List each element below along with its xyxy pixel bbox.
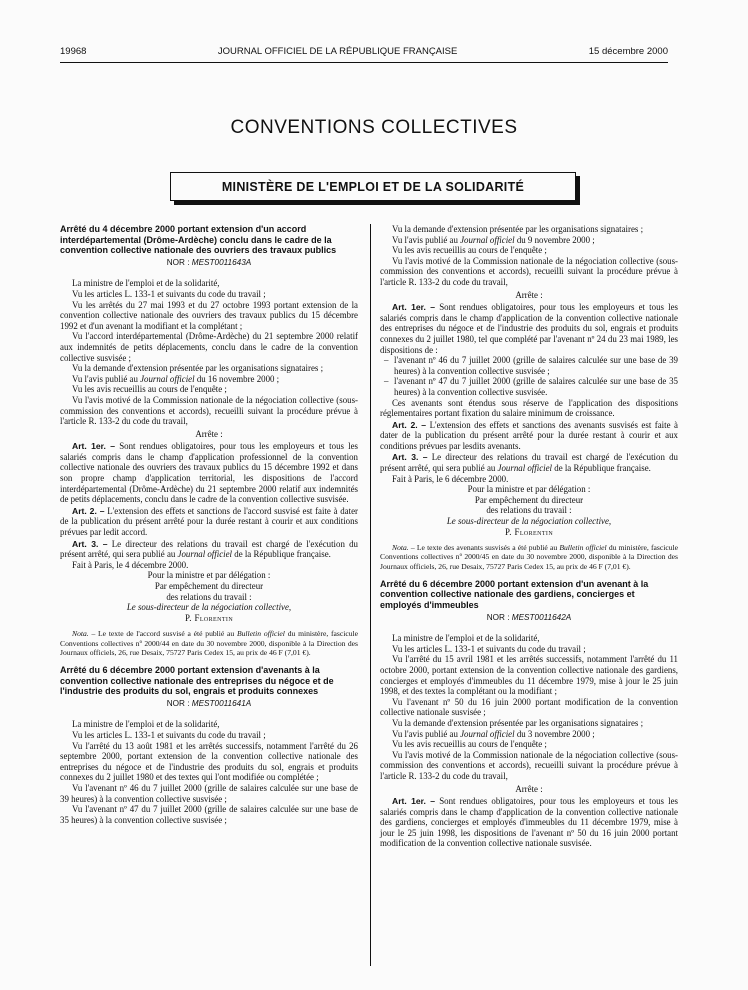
decree-title: Arrêté du 4 décembre 2000 portant extension d'un accord interdépartemental (Drôme-Ardèche) conclu dans le cadre de la convention collective nationale des ouvriers des travaux publics (60, 224, 337, 256)
paragraph: Vu l'avis publié au Journal officiel du 16 novembre 2000 ; (72, 373, 280, 384)
article-1: Art. 1er. – Sont rendues obligatoires, pour tous les employeurs et tous les salariés compris dans le champ d'application de la convention collective nationale des gardiens, concierges et employés d'immeubles du 11 décembre 1979, mise à jour le 25 juin 1998, les dispositions de l'avenant nº 50 du 16 juin 2000 portant modification de la convention collective nationale susvisée. (380, 796, 678, 849)
paragraph: Vu les articles L. 133-1 et suivants du code du travail ; (392, 643, 586, 654)
list-item: – l'avenant nº 47 du 7 juillet 2000 (grille de salaires calculée sur une base de 35 heures) à la convention collective susvisée. (380, 376, 678, 397)
arrete-heading: Arrête : (195, 428, 223, 439)
article-1: Art. 1er. – Sont rendues obligatoires, pour tous les employeurs et tous les salariés compris dans le champ d'application de la convention collective nationale des entreprises du négoce et de l'industrie des produits du sol, engrais et produits connexes du 2 juillet 1980, tel que complété par l'avenant nº 24 du 23 mai 1989, les dispositions de : (380, 302, 678, 355)
left-column (60, 224, 358, 825)
paragraph: La ministre de l'emploi et de la solidarité, (392, 633, 540, 644)
article-1: Art. 1er. – Sont rendues obligatoires, pour tous les employeurs et tous les salariés compris dans le champ d'application professionnel de la convention collective nationale des ouvriers des travaux publics du 15 décembre 1992 et dans son propre champ d'application territorial, les dispositions de l'accord interdépartemental (Drôme-Ardèche) du 21 septembre 2000 relatif aux indemnités de petits déplacements, conclu dans le cadre de la convention collective susvisée. (60, 441, 358, 505)
paragraph: Vu l'avis publié au Journal officiel du 3 novembre 2000 ; (392, 728, 595, 739)
paragraph: Vu les arrêtés du 27 mai 1993 et du 27 octobre 1993 portant extension de la convention collective nationale des ouvriers des travaux publics du 15 décembre 1992 et d'un avenant la modifiant et la complétant ; (60, 299, 358, 331)
paragraph: Vu l'avenant nº 50 du 16 juin 2000 portant modification de la convention collective nationale susvisée ; (380, 696, 678, 718)
article-3: Art. 3. – Le directeur des relations du travail est chargé de l'exécution du présent arrêté, qui sera publié au Journal officiel de la République française. (380, 452, 678, 474)
nota-note: Nota. – Le texte des avenants susvisés a été publié au Bulletin officiel du ministère, fascicule Conventions collectives nº 2000/45 en date du 30 novembre 2000, disponible à la Direction des Journaux officiels, 26, rue Desaix, 75727 Paris Cedex 15, au prix de 46 F (7,01 €). (380, 543, 678, 571)
paragraph: Vu les avis recueillis au cours de l'enquête ; (392, 245, 547, 256)
paragraph: Vu les articles L. 133-1 et suivants du code du travail ; (72, 729, 266, 740)
page-number: 19968 (60, 45, 87, 57)
paragraph: Vu l'avis publié au Journal officiel du 9 novembre 2000 ; (392, 234, 595, 245)
paragraph: Vu les avis recueillis au cours de l'enquête ; (392, 739, 547, 750)
list-item: – l'avenant nº 46 du 7 juillet 2000 (grille de salaires calculée sur une base de 39 heures) à la convention collective susvisée ; (380, 355, 678, 376)
decree-title: Arrêté du 6 décembre 2000 portant extension d'avenants à la convention collective nationale des entreprises du négoce et de l'industrie des produits du sol, engrais et produits connexes (60, 664, 334, 697)
article-2: Art. 2. – L'extension des effets et sanctions de l'accord susvisé est faite à dater de la publication du présent arrêté pour la durée restant à courir et aux conditions prévues par ledit accord. (60, 505, 358, 538)
signature-date: Fait à Paris, le 4 décembre 2000. (72, 559, 189, 570)
page-header (60, 44, 668, 63)
ministry-banner (170, 172, 576, 201)
paragraph: Vu la demande d'extension présentée par les organisations signataires ; (392, 717, 644, 728)
arrete-heading: Arrête : (515, 783, 543, 794)
right-column (380, 224, 678, 849)
arrete-heading: Arrête : (515, 289, 543, 300)
nota-note: Nota. – Le texte de l'accord susvisé a été publié au Bulletin officiel du ministère, fascicule Conventions collectives nº 2000/44 en date du 30 novembre 2000, disponible à la Direction des Journaux officiels, 26, rue Desaix, 75727 Paris Cedex 15, au prix de 46 F (7,01 €). (60, 629, 358, 657)
paragraph: Vu les avis recueillis au cours de l'enquête ; (72, 384, 227, 395)
paragraph: Vu l'avenant nº 47 du 7 juillet 2000 (grille de salaires calculée sur une base de 35 heures) à la convention collective susvisée ; (60, 804, 358, 825)
signature-block: Pour la ministre et par délégation : Par empêchement du directeur des relations du travail : Le sous-directeur de la négociation collective, P. Florentin (60, 570, 358, 623)
signatory-name: P. Florentin (184, 612, 234, 623)
paragraph: Vu l'avis motivé de la Commission nationale de la négociation collective (sous-commission des conventions et accords), recueilli suivant la procédure prévue à l'article R. 133-2 du code du travail, (380, 255, 678, 287)
article-3: Art. 3. – Le directeur des relations du travail est chargé de l'exécution du présent arrêté, qui sera publié au Journal officiel de la République française. (60, 538, 358, 560)
paragraph: Vu l'avis motivé de la Commission nationale de la négociation collective (sous-commission des conventions et accords), recueilli suivant la procédure prévue à l'article R. 133-2 du code du travail, (60, 394, 358, 427)
section-title: CONVENTIONS COLLECTIVES (230, 117, 518, 138)
paragraph: Ces avenants sont étendus sous réserve de l'application des dispositions réglementaires portant fixation du salaire minimum de croissance. (380, 397, 678, 419)
signature-block: Pour la ministre et par délégation : Par empêchement du directeur des relations du travail : Le sous-directeur de la négociation collective, P. Florentin (380, 484, 678, 537)
nor-reference: NOR : MEST0011641A (166, 698, 252, 708)
paragraph: Vu la demande d'extension présentée par les organisations signataires ; (392, 224, 644, 234)
article-2: Art. 2. – L'extension des effets et sanctions des avenants susvisés est faite à dater de la publication du présent arrêté pour la durée restant à courir et aux conditions prévues par lesdits avenants. (380, 419, 678, 451)
paragraph: Vu l'avis motivé de la Commission nationale de la négociation collective (sous-commission des conventions et accords), recueilli suivant la procédure prévue à l'article R. 133-2 du code du travail, (380, 749, 678, 781)
issue-date: 15 décembre 2000 (588, 45, 668, 57)
paragraph: Vu l'accord interdépartemental (Drôme-Ardèche) du 21 septembre 2000 relatif aux indemnités de petits déplacements, conclu dans le cadre de la convention collective susvisée ; (60, 331, 358, 363)
paragraph: Vu l'avenant nº 46 du 7 juillet 2000 (grille de salaires calculée sur une base de 39 heures) à la convention collective susvisée ; (60, 782, 358, 804)
paragraph: Vu l'arrêté du 13 août 1981 et les arrêtés successifs, notamment l'arrêté du 26 septembre 2000, portant extension de la convention collective nationale des entreprises du négoce et de l'industrie des produits du sol, engrais et produits connexes du 2 juillet 1980 et des textes qui l'ont modifiée ou complétée ; (60, 740, 358, 783)
ministry-name: MINISTÈRE DE L'EMPLOI ET DE LA SOLIDARITÉ (221, 179, 525, 194)
paragraph: Vu les articles L. 133-1 et suivants du code du travail ; (72, 288, 266, 299)
nor-reference: NOR : MEST0011643A (166, 257, 252, 267)
decree-title: Arrêté du 6 décembre 2000 portant extension d'un avenant à la convention collective nationale des gardiens, concierges et employés d'immeubles (380, 578, 649, 611)
column-divider (370, 224, 371, 966)
signatory-name: P. Florentin (504, 526, 554, 537)
paragraph: La ministre de l'emploi et de la solidarité, (72, 719, 220, 730)
paragraph: Vu l'arrêté du 15 avril 1981 et les arrêtés successifs, notamment l'arrêté du 11 octobre 2000, portant extension de la convention collective nationale des gardiens, concierges et employés d'immeubles du 11 décembre 1979, mise à jour le 25 juin 1998, et des textes la complétant ou la modifiant ; (380, 654, 678, 697)
nor-reference: NOR : MEST0011642A (486, 612, 572, 622)
paragraph: Vu la demande d'extension présentée par les organisations signataires ; (72, 363, 324, 374)
journal-title: JOURNAL OFFICIEL DE LA RÉPUBLIQUE FRANÇAISE (217, 45, 458, 57)
paragraph: La ministre de l'emploi et de la solidarité, (72, 278, 220, 289)
signature-date: Fait à Paris, le 6 décembre 2000. (392, 473, 509, 484)
